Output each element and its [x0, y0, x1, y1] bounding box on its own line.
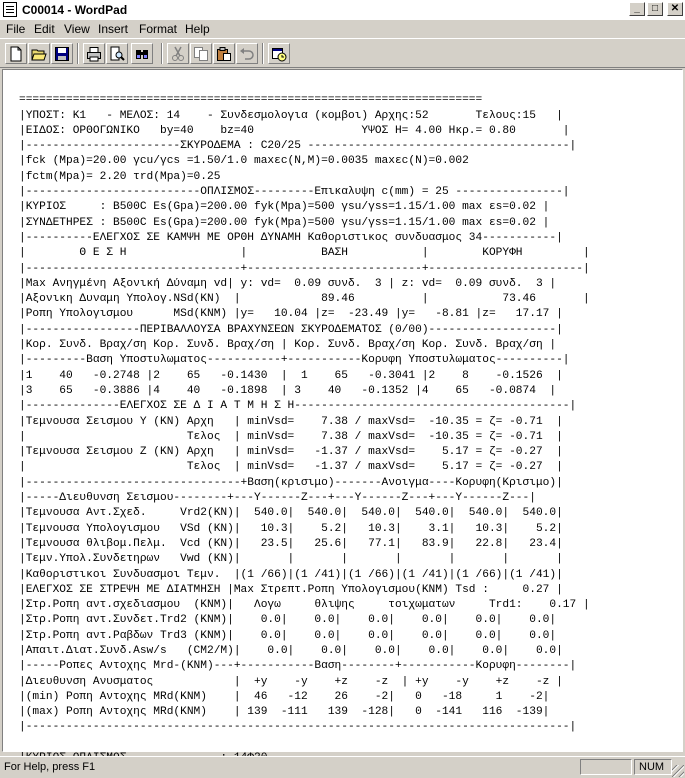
new-button[interactable] — [5, 43, 27, 64]
menu-file[interactable]: File — [6, 22, 26, 36]
document-line: |ΕΙΔΟΣ: ΟΡΘΟΓΩΝΙΚΟ by=40 bz=40 ΥΨΟΣ H= 4.00 Hκρ.= 0.80 | — [19, 124, 570, 137]
save-button[interactable] — [51, 43, 73, 64]
document-line: | Θ Ε Σ Η | ΒΑΣΗ | ΚΟΡΥΦΗ | — [19, 247, 590, 260]
document-line: |Στρ.Ροπη αντ.Ραβδων Trd3 (KNM)| 0.0| 0.0| 0.0| 0.0| 0.0| 0.0| — [19, 629, 557, 642]
paste-button[interactable] — [213, 43, 235, 64]
paste-icon — [216, 46, 232, 62]
minimize-button[interactable] — [629, 2, 645, 16]
document-line: |Διευθυνση Ανυσματος | +y -y +z -z | +y -y +z -z | — [19, 675, 563, 688]
copy-icon — [193, 46, 209, 62]
copy-button[interactable] — [190, 43, 212, 64]
toolbar — [0, 38, 685, 68]
document-line: |Τεμνουσα Αντ.Σχεδ. Vrd2(KN)| 540.0| 540.0| 540.0| 540.0| 540.0| 540.0| — [19, 507, 563, 520]
cut-button[interactable] — [167, 43, 189, 64]
print-preview-button[interactable] — [106, 43, 128, 64]
document-line: |-----Ροπες Αντοχης Mrd-(KNM)---+-----------Βαση--------+-----------Κορυφη--------| — [19, 660, 577, 673]
document-line: |---------------------------------------------------------------------------------| — [19, 721, 577, 734]
document-line: |Τεμνουσα Σεισμου Z (KN) Αρχη | minVsd= -1.37 / maxVsd= 5.17 = ζ= -0.27 | — [19, 446, 563, 459]
undo-icon — [239, 46, 255, 62]
document-line: |-----Διευθυνση Σεισμου--------+---Y------Z---+---Y------Z---+---Y------Z---| — [19, 492, 536, 505]
document-line: |Απαιτ.Διατ.Συνδ.Asw/s (CM2/M)| 0.0| 0.0| 0.0| 0.0| 0.0| 0.0| — [19, 644, 563, 657]
document-text[interactable] — [19, 78, 590, 766]
toolbar-separator — [77, 43, 79, 64]
cut-icon — [170, 46, 186, 62]
document-line: |ΚΥΡΙΟΣ : B500C Es(Gpa)=200.00 fyk(Mpa)=500 γsu/γss=1.15/1.00 max εs=0.02 | — [19, 201, 550, 214]
status-num-indicator — [634, 759, 672, 775]
document-line — [19, 78, 590, 93]
menu-bar — [0, 20, 685, 38]
document-line: |--------------ΕΛΕΓΧΟΣ ΣΕ Δ Ι Α Τ Μ Η Σ Η-----------------------------------------| — [19, 400, 577, 413]
document-line: |--------------------------------+--------------------------+-----------------------| — [19, 262, 590, 275]
find-button[interactable] — [131, 43, 153, 64]
menu-insert[interactable]: Insert — [98, 22, 129, 36]
date-time-icon — [271, 46, 287, 62]
maximize-icon: □ — [651, 3, 659, 14]
document-line: |--------------------------ΟΠΛΙΣΜΟΣ---------Επικαλυψη c(mm) = 25 ----------------| — [19, 186, 570, 199]
document-line: | Τελος | minVsd= 7.38 / maxVsd= -10.35 = ζ= -0.71 | — [19, 430, 563, 443]
menu-format[interactable]: Format — [139, 22, 178, 36]
document-line: |Στρ.Ροπη αντ.Συνδετ.Trd2 (KNM)| 0.0| 0.0| 0.0| 0.0| 0.0| 0.0| — [19, 614, 557, 627]
document-line: |Αξονικη Δυναμη Υπολογ.NSd(KN) | 89.46 | 73.46 | — [19, 293, 590, 306]
close-icon: ✕ — [670, 3, 680, 14]
open-button[interactable] — [28, 43, 50, 64]
undo-button[interactable] — [236, 43, 258, 64]
close-button[interactable] — [667, 2, 683, 16]
toolbar-separator — [262, 43, 264, 64]
new-document-icon — [8, 46, 24, 62]
document-line — [19, 736, 590, 751]
status-pane-blank — [580, 759, 632, 775]
document-line: |3 65 -0.3886 |4 40 -0.1898 | 3 40 -0.1352 |4 65 -0.0874 | — [19, 384, 557, 397]
print-button[interactable] — [83, 43, 105, 64]
title-bar — [0, 0, 685, 21]
menu-view[interactable]: View — [64, 22, 90, 36]
save-icon — [54, 46, 70, 62]
document-line: |Στρ.Ροπη αντ.σχεδιασμου (KNM)| Λογω θλιψης τοιχωματων Trd1: 0.17 | — [19, 599, 590, 612]
maximize-button[interactable] — [647, 2, 663, 16]
toolbar-separator — [161, 43, 163, 64]
document-line: |fctm(Mpa)= 2.20 τrd(Mpa)=0.25 — [19, 170, 221, 183]
window-title: C00014 - WordPad — [22, 3, 128, 17]
document-editor[interactable] — [2, 69, 683, 752]
document-line: |Τεμν.Υπολ.Συνδετηρων Vwd (KN)| | | | | | | — [19, 553, 563, 566]
document-line: |Τεμνουσα θλιβομ.Πελμ. Vcd (KN)| 23.5| 25.6| 77.1| 83.9| 22.8| 23.4| — [19, 537, 563, 550]
document-line: |Κορ. Συνδ. Βραχ/ση Κορ. Συνδ. Βραχ/ση | Κορ. Συνδ. Βραχ/ση Κορ. Συνδ. Βραχ/ση | — [19, 339, 557, 352]
num-lock-label: NUM — [639, 761, 665, 773]
document-line: |(min) Ροπη Αντοχης MRd(KNM) | 46 -12 26 -2| 0 -18 1 -2| — [19, 690, 550, 703]
print-icon — [86, 46, 102, 62]
document-line: |Καθοριστικοι Συνδυασμοι Τεμν. |(1 /66)|(1 /41)|(1 /66)|(1 /41)|(1 /66)|(1 /41)| — [19, 568, 563, 581]
document-line: |Ροπη Υπολογισμου MSd(KNM) |y= 10.04 |z= -23.49 |y= -8.81 |z= 17.17 | — [19, 308, 563, 321]
find-icon — [134, 46, 150, 62]
document-line: |--------------------------------+Βαση(κρισιμο)-------Ανοιγμα----Κορυφη(Κρισιμο)| — [19, 476, 563, 489]
status-bar — [0, 756, 685, 778]
minimize-icon: _ — [634, 3, 640, 14]
document-line: |Τεμνουσα Σεισμου Y (KN) Αρχη | minVsd= 7.38 / maxVsd= -10.35 = ζ= -0.71 | — [19, 415, 563, 428]
document-line: ===================================================================== — [19, 94, 483, 107]
document-line: |----------ΕΛΕΓΧΟΣ ΣΕ ΚΑΜΨΗ ΜΕ ΟΡΘΗ ΔΥΝΑΜΗ Καθοριστικος συνδυασμος 34-----------| — [19, 231, 563, 244]
status-help-text: For Help, press F1 — [4, 761, 96, 773]
document-line: |1 40 -0.2748 |2 65 -0.1430 | 1 65 -0.3041 |2 8 -0.1526 | — [19, 369, 563, 382]
document-line: |ΥΠΟΣΤ: K1 - ΜΕΛΟΣ: 14 - Συνδεσμολογια (κομβοι) Αρχης:52 Τελους:15 | — [19, 109, 563, 122]
document-line: |fck (Mpa)=20.00 γcu/γcs =1.50/1.0 maxεc(N,M)=0.0035 maxεc(N)=0.002 — [19, 155, 469, 168]
resize-grip-icon[interactable] — [672, 765, 684, 777]
document-line: |---------Βαση Υποστυλωματος-----------+-----------Κορυφη Υποστυλωματος----------| — [19, 354, 570, 367]
document-line: |Max Ανηγμένη Αξονική Δύναμη vd| y: vd= 0.09 συνδ. 3 | z: vd= 0.09 συνδ. 3 | — [19, 277, 557, 290]
date-time-button[interactable] — [268, 43, 290, 64]
document-line: |-----------------------ΣΚΥΡΟΔΕΜΑ : C20/25 ---------------------------------------| — [19, 140, 577, 153]
document-line: |ΣΥΝΔΕΤΗΡΕΣ : B500C Es(Gpa)=200.00 fyk(Mpa)=500 γsu/γss=1.15/1.00 max εs=0.02 | — [19, 216, 550, 229]
menu-edit[interactable]: Edit — [34, 22, 55, 36]
print-preview-icon — [109, 46, 125, 62]
document-line: |Τεμνουσα Υπολογισμου VSd (KN)| 10.3| 5.2| 10.3| 3.1| 10.3| 5.2| — [19, 522, 563, 535]
document-line: |ΕΛΕΓΧΟΣ ΣΕ ΣΤΡΕΨΗ ΜΕ ΔΙΑΤΜΗΣΗ |Max Στρεπτ.Ροπη Υπολογισμου(KNM) Tsd : 0.27 | — [19, 583, 563, 596]
menu-help[interactable]: Help — [185, 22, 210, 36]
open-folder-icon — [31, 46, 47, 62]
document-line: |(max) Ροπη Αντοχης MRd(KNM) | 139 -111 139 -128| 0 -141 116 -139| — [19, 706, 550, 719]
wordpad-app-icon[interactable] — [3, 2, 17, 17]
document-line: |-----------------ΠΕΡΙΒΑΛΛΟΥΣΑ ΒΡΑΧΥΝΣΕΩΝ ΣΚΥΡΟΔΕΜΑΤΟΣ (0/00)-------------------| — [19, 323, 563, 336]
document-line: | Τελος | minVsd= -1.37 / maxVsd= 5.17 = ζ= -0.27 | — [19, 461, 563, 474]
